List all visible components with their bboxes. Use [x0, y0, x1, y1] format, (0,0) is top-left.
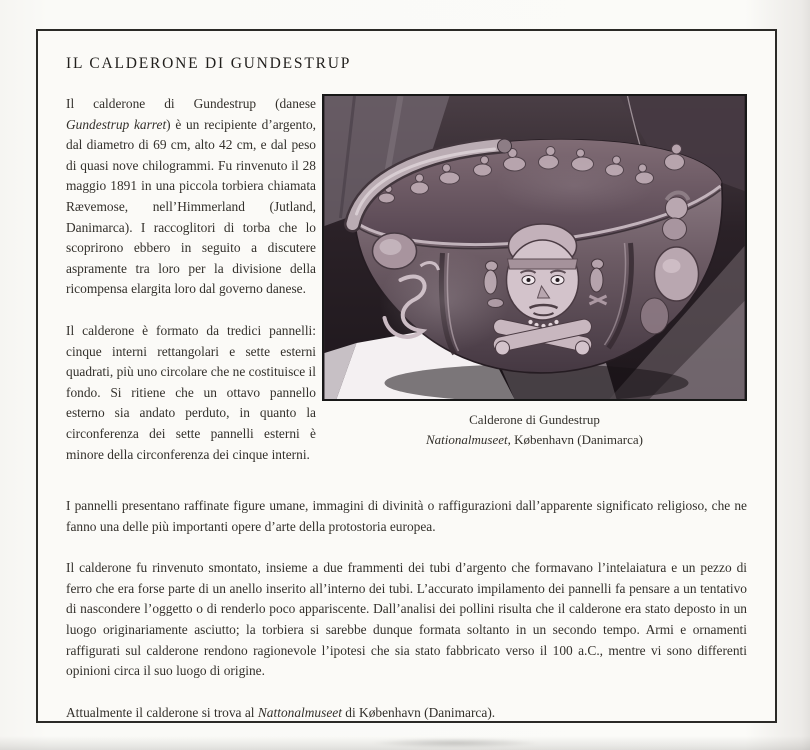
caption-museum-name: Nationalmuseet [426, 432, 508, 447]
intro-text-end: ) è un recipiente d’argento, dal diametro di 69 cm, alto 42 cm, e dal peso di quasi nove chilogrammi. Fu rinvenuto il 28 maggio 1891 in una piccola torbiera chiamata Rævemose, nell’Himmerland (Jutland, Danimarca). I raccoglitori di torba che lo scoprirono ebbero in seguito a discutere aspramente tra loro per la divisione della ricompensa elargita loro dal governo danese. [66, 116, 316, 297]
left-text-column [66, 94, 316, 486]
location-text-end: di København (Danimarca). [341, 704, 496, 720]
page-title: IL CALDERONE DI GUNDESTRUP [66, 55, 352, 72]
caption-title: Calderone di Gundestrup [469, 412, 600, 427]
museum-name-italic: Nattonalmuseet [257, 704, 342, 720]
art-significance-paragraph: I pannelli presentano raffinate figure umane, immagini di divinità o raffigurazioni dall’apparente significato religioso, che ne fanno una delle più importanti opere d’arte della protostoria europea. [66, 498, 747, 534]
two-column-section [66, 94, 747, 486]
discovery-details-paragraph: Il calderone fu rinvenuto smontato, insieme a due frammenti dei tubi d’argento che formavano l’intelaiatura e un pezzo di ferro che era forse parte di un anello inserito all’interno dei tubi. L’accurato impilamento dei pannelli fa pensare a un tentativo di nascondere l’oggetto o di renderlo poco appariscente. Dall’analisi dei pollini risulta che il calderone era stato deposto in un luogo originariamente asciutto; la torbiera si sarebbe dunque formata soltanto in un secondo tempo. Armi e ornamenti raffigurati sul calderone rendono ragionevole l’ipotesi che sia stato fabbricato verso il 100 a.C., mentre vi sono differenti opinioni circa il suo luogo di origine. [66, 560, 747, 679]
panels-paragraph: Il calderone è formato da tredici pannelli: cinque interni rettangolari e sette esterni quadrati, più uno circolare che ne costituisce il fondo. Si ritiene che un ottavo pannello esterno sia andato perduto, in quanto la circonferenza dei sette pannelli esterni è minore della circonferenza dei cinque interni. [66, 322, 316, 462]
scan-artifact-smudge [370, 738, 540, 748]
cauldron-photo [322, 94, 747, 401]
danish-name-italic: Gundestrup karret [66, 116, 167, 132]
caption-museum-line [426, 432, 643, 447]
location-text-start: Attualmente il calderone si trova al [66, 704, 258, 720]
intro-text-start: Il calderone di Gundestrup (danese [66, 96, 316, 111]
document-frame [36, 29, 777, 723]
caption-location: , København (Danimarca) [507, 432, 643, 447]
current-location-paragraph [66, 703, 747, 724]
full-width-section [66, 496, 747, 723]
cauldron-figure [322, 94, 747, 486]
figure-caption [426, 410, 643, 450]
intro-paragraph [66, 94, 316, 300]
